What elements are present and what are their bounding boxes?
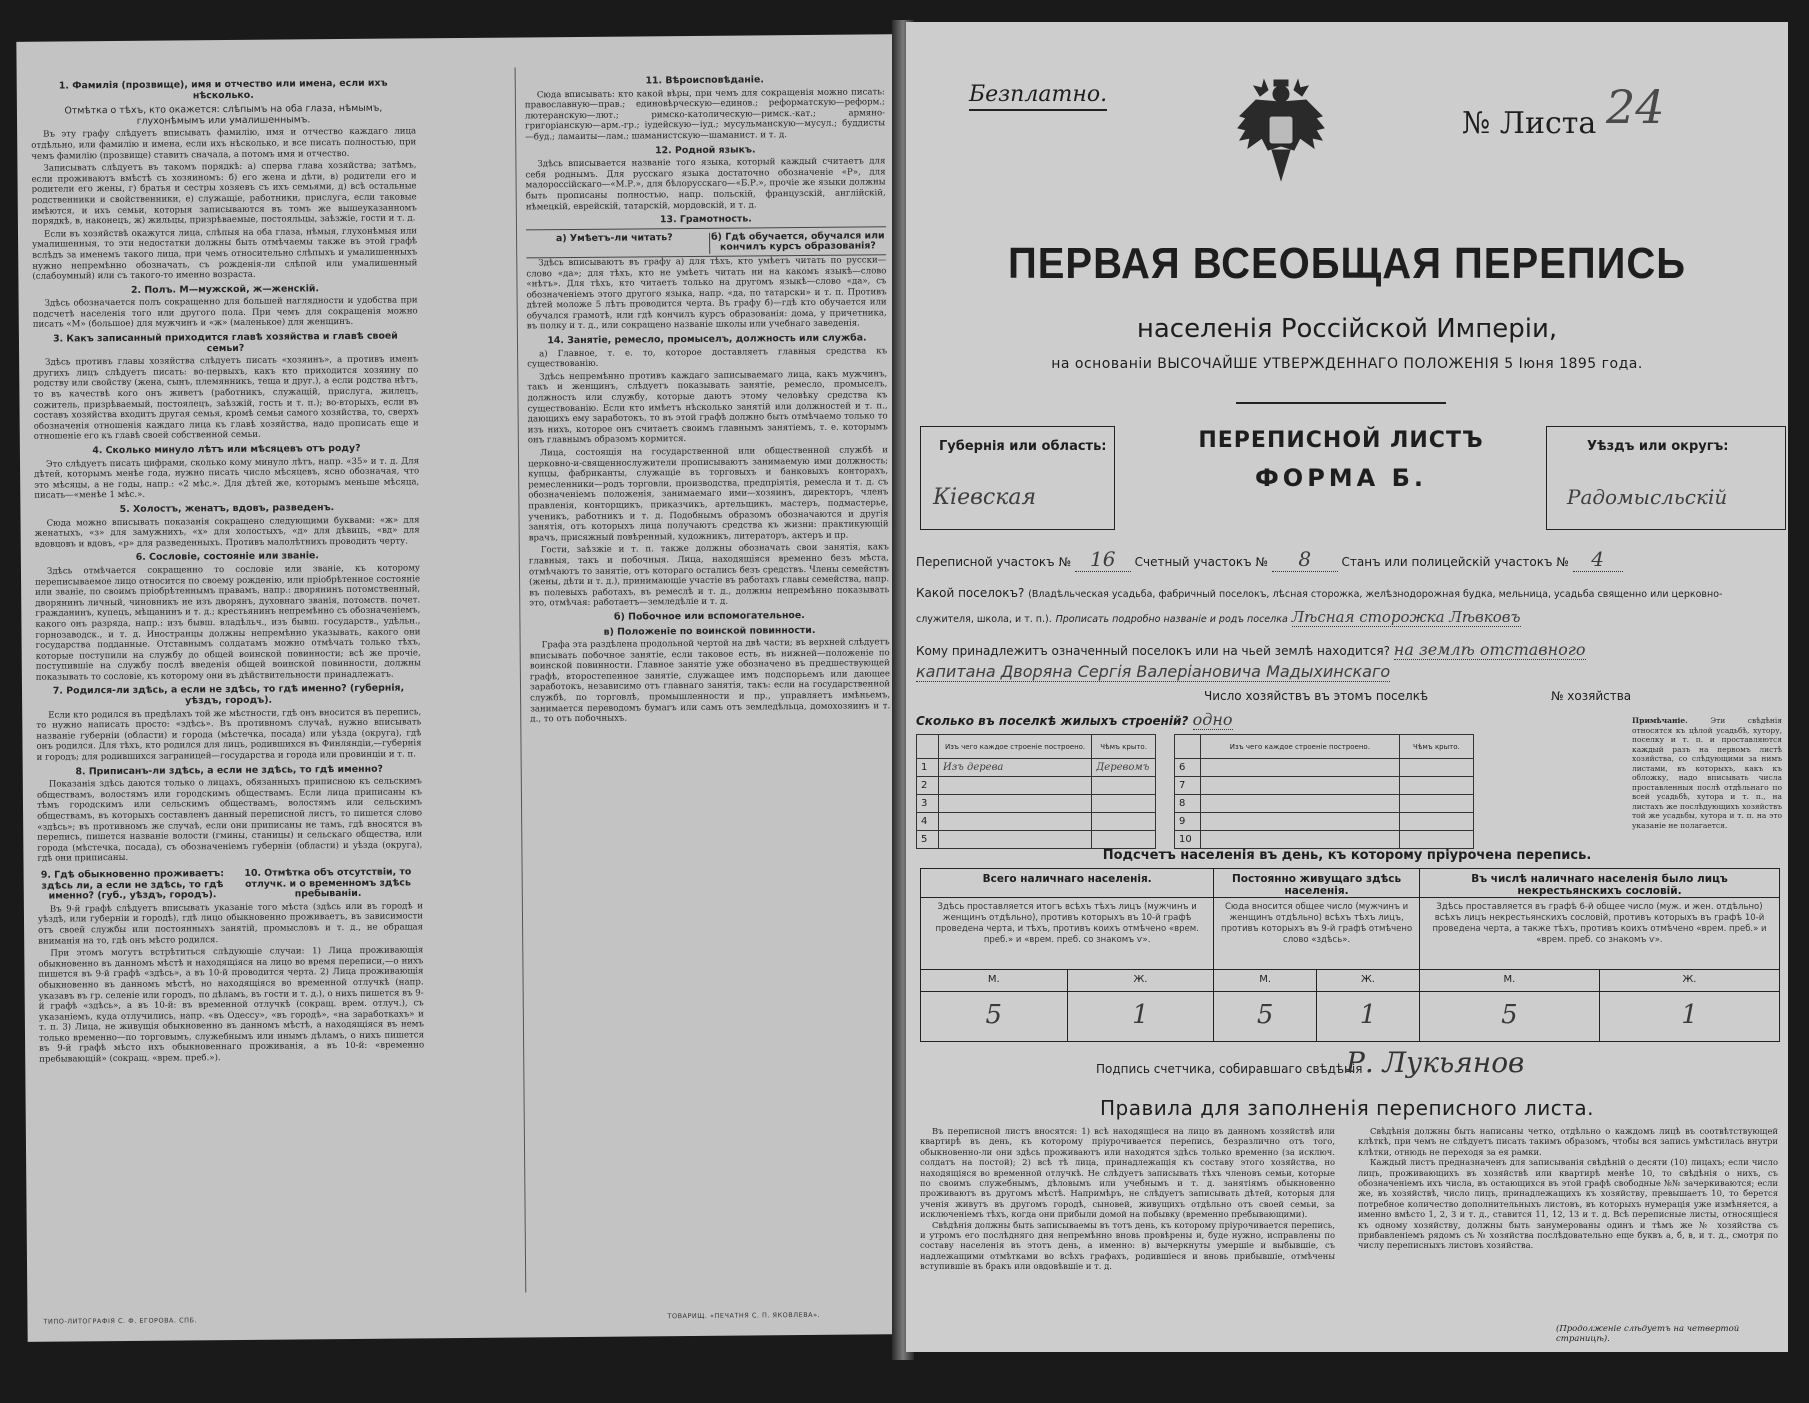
section-5-title: 5. Холостъ, женатъ, вдовъ, разведенъ. [119, 502, 335, 515]
section-3-text: Здѣсь противъ главы хозяйства слѣдуетъ писать «хозяинъ», а противъ именъ другихъ лицъ слѣдуетъ писать: во-первыхъ, какъ кто приходится хозяину по родству или свойству (жена, сынъ, племянникъ, теща и друг.), а если родства нѣтъ, то въ качествѣ кого онъ живетъ (работникъ, служащій, прислуга, жилецъ, сожитель, призрѣваемый, постоялецъ, заѣзжій, гость и т. п.); во-вторыхъ, если въ составъ хозяйства входитъ другая семья, кромѣ семьи самого хозяйства, то, сверхъ обозначенія отношенія каждаго лица къ главѣ хозяйства, надо прописать еще и отношеніе его къ главѣ своей собственной семьи. [33, 354, 419, 443]
section-8-title: 8. Приписанъ-ли здѣсь, а если не здѣсь, то гдѣ именно? [75, 763, 383, 778]
section-6-title: 6. Сословіе, состояніе или званіе. [135, 550, 320, 564]
total-present-header: Всего наличнаго населенія. [921, 869, 1214, 898]
settlement-description: (Владѣльческая усадьба, фабричный поселокъ, лѣсная сторожка, желѣзнодорожная будка, мельница, усадьба священно или церковно-служителя, школа, и т. п.). [916, 589, 1723, 625]
section-14b-title: б) Побочное или вспомогательное. [613, 609, 805, 623]
table-row: 8 [1175, 795, 1474, 813]
gubernia-value: Кіевская [933, 485, 1037, 510]
section-8-text: Показанія здѣсь даются только о лицахъ, обязанныхъ приписною къ сельскимъ обществамъ, волостямъ или городскимъ обществамъ. Если лица приписаны къ тѣмъ городскимъ или сельскимъ обществамъ, волостямъ или сельскимъ обществамъ, въ которыхъ составленъ данный переписной листъ, то пишется слово «здѣсь»; въ противномъ же случаѣ, если они приписаны не тамъ, гдѣ вносятся въ перепись, пишется названіе волости (гмины, станицы) и сельскаго общества, или города (мѣстечка, посада), съ обозначеніемъ губерніи (области) и уѣзда (округа), гдѣ они приписаны. [36, 776, 423, 865]
instructions-column-1 [31, 74, 427, 1282]
female-label: Ж. [1067, 970, 1214, 992]
male-label: М. [1419, 970, 1599, 992]
form-title: ПЕРЕПИСНОЙ ЛИСТЪ [1198, 428, 1484, 453]
note-text: Эти свѣдѣнія относятся къ цѣлой усадьбѣ, хутору, поселку и т. п. и проставляются каждый разъ на первомъ листѣ хозяйства, со слѣдующими за нимъ листами, въ которыхъ, какъ къ обложку, надо вписывать числа проставленныя послѣ отдѣльнаго по всей усадьбѣ, хутора и т. п., на листахъ же послѣдующихъ хозяйствъ той же усадьбы, хутора и т. п. на это указаніе не полагается. [1632, 716, 1782, 830]
section-14-text: Здѣсь непремѣнно противъ каждаго записываемаго лица, какъ мужчинъ, такъ и женщинъ, слѣдуетъ показывать занятіе, ремесло, промыселъ, должность или службу, которые даютъ этому человѣку средства къ существованію. Если кто имѣетъ нѣсколько занятій или должностей и т. п., дающихъ ему заработокъ, то въ этой графѣ должно быть отмѣчаемо только то изъ нихъ, которое онъ считаетъ своимъ главнымъ занятіемъ, т. е. которымъ онъ главнымъ образомъ кормится. [527, 369, 888, 446]
rules-text: Каждый листъ предназначенъ для записыванія свѣдѣній о десяти (10) лицахъ; если число лицъ, проживающихъ въ хозяйствѣ или квартирѣ менѣе 10, то свѣдѣнія о нихъ, съ обозначеніемъ ихъ числа, въ остающихся въ этой графѣ свободные №№ зачеркиваются; если же, въ хозяйствѣ, число лицъ, принадлежащихъ къ хозяйству, превышаетъ 10, то берется потребное количество дополнительныхъ листовъ, въ которыхъ нумерація уже измѣняется, а именно вмѣсто 1, 2, 3 и т. д., ставится 11, 12, 13 и т. д. Всѣ переписные листы, относящіеся къ одному хозяйству, должны быть занумерованы одинъ и тѣмъ же № хозяйства съ прибавленіемъ рядомъ съ № хозяйства послѣдовательно еще буквъ а, б, в, и т. д., смотря по числу переписныхъ листовъ хозяйства. [1358, 1157, 1778, 1251]
households-label: Число хозяйствъ въ этомъ поселкѣ [1204, 689, 1429, 703]
male-label: М. [921, 970, 1068, 992]
section-13b-title: б) Гдѣ обучается, обучался или кончилъ курсъ образованія? [709, 231, 887, 254]
sheet-number-label: № Листа [1462, 106, 1597, 141]
roof-column-header: Чѣмъ крыто. [1399, 735, 1473, 759]
section-1-text: Записывать слѣдуетъ въ такомъ порядкѣ: а) сперва глава хозяйства; затѣмъ, если проживаютъ вмѣстѣ съ хозяиномъ: б) его жена и дѣти, в) родители его и родители его жены, г) братья и сестры хозяевъ съ ихъ семьями, д) всѣ остальные родственники и свойственники, е) служащіе, работники, прислуга, если таковые имѣются, и ихъ семьи, которыя записываются въ томъ же вышеуказанномъ порядкѣ, в, наконецъ, ж) жильцы, призрѣваемые, постояльцы, заѣзжіе, гости и т. д. [31, 160, 417, 227]
gubernia-box [920, 426, 1115, 530]
sheet-number-value: 24 [1606, 80, 1665, 134]
section-1-title: 1. Фамилія (прозвище), имя и отчество или имена, если ихъ нѣсколько. [58, 77, 388, 101]
owner-value: на землѣ отставного [1393, 640, 1586, 659]
section-1-text: Если въ хозяйствѣ окажутся лица, слѣпыя на оба глаза, нѣмыя, глухонѣмыя или умалишенныя, то эти недостатки должны быть отмѣчаемы также въ этой графѣ вслѣдъ за именемъ такого лица, при чемъ относительно слѣпыхъ и умалишенныхъ нужно непремѣнно обозначать, съ рожденія-ли слѣпой или умалишенный (слабоумный) или съ такого-то именно возраста. [32, 226, 418, 282]
free-label: Безплатно. [969, 82, 1107, 111]
settlement-instruction: Прописать подробно названіе и родъ поселка [1055, 614, 1288, 625]
section-13-text: Здѣсь вписываютъ въ графу а) для тѣхъ, кто умѣетъ читать по русски—слово «да»; для тѣхъ, кто не умѣетъ читать ни на какомъ языкѣ—слово «нѣтъ». Для тѣхъ, кто читаетъ только на другомъ языкѣ—слово «да», съ обозначеніемъ этого другого языка, напр. «да, по татарски» и т. п. Противъ дѣтей моложе 5 лѣтъ проводится черта. Въ графу б)—гдѣ кто обучается или обучался грамотѣ, или гдѣ кончилъ курсъ образованія: дома, у причетника, въ полку и т. д., или сокращено названіе школы или учебнаго заведенія. [526, 255, 887, 332]
instructions-column-2 [525, 70, 896, 1278]
section-4-text: Это слѣдуетъ писать цифрами, сколько кому минуло лѣтъ, напр. «35» и т. д. Для дѣтей, которымъ менѣе года, нужно писать число мѣсяцевъ, ясно обозначая, что это мѣсяцы, а не годы, напр.: «2 мѣс.». Для дѣтей же, которымъ меньше мѣсяца, писать—«менѣе 1 мѣс.». [34, 455, 420, 502]
non-peasant-header: Въ числѣ наличнаго населенія было лицъ некрестьянскихъ сословій. [1419, 869, 1779, 898]
section-11-text: Сюда вписывать: кто какой вѣры, при чемъ для сокращенія можно писать: православную—прав.; единовѣрческую—единов.; реформатскую—реформ.; лютеранскую—лют.; римско-католическую—римск.-кат.; армяно-григоріанскую—арм.-гр.; іудейскую—іуд.; мусульманскую—мусул.; буддисты—буд.; ламаиты—лам.; шаманистскую—шаманист. и т. д. [524, 86, 886, 143]
precinct-label: Переписной участокъ № [916, 555, 1071, 569]
census-title: ПЕРВАЯ ВСЕОБЩАЯ ПЕРЕПИСЬ [1008, 240, 1686, 288]
section-13-title: 13. Грамотность. [659, 213, 752, 226]
buildings-label: Сколько въ поселкѣ жилыхъ строеній? [916, 714, 1189, 728]
uezd-value: Радомысльскій [1567, 485, 1728, 509]
rules-title: Правила для заполненія переписного листа. [1100, 1096, 1594, 1120]
gubernia-label: Губернія или область: [939, 439, 1107, 454]
buildings-table-left [916, 734, 1156, 849]
buildings-note [1632, 716, 1782, 830]
rules-text: Свѣдѣнія должны быть записываемы въ тотъ день, къ которому пріурочивается перепись, и утромъ его послѣдняго дня непремѣнно вновь провѣрены и, буде нужно, исправлены по составу населенія въ этотъ день, а именно: в) вычеркнуты умершіе и выбывшіе, съ надлежащими отмѣтками во всѣхъ графахъ, родившіеся и вновь прибывшіе, отмѣчены вступившіе въ бракъ или овдовѣвшіе и т. д. [920, 1219, 1335, 1272]
counting-district-label: Счетный участокъ № [1134, 555, 1268, 569]
section-14-text: Гости, заѣзжіе и т. п. также должны обозначать свои занятія, какъ главныя, такъ и побочныя. Лица, находящіяся временно безъ мѣста, отмѣчаютъ то занятіе, отъ котораго остались безъ средствъ. Члены семействъ (жены, дѣти и т. д.), принимающіе участіе въ работахъ главы семейства, напр. въ полевыхъ работахъ, въ ремеслѣ и т. д., должны непремѣнно показывать это, отмѣчая: работаетъ—земледѣліе и т. д. [528, 542, 890, 609]
buildings-value: одно [1192, 710, 1233, 729]
buildings-line [916, 710, 1233, 729]
owner-label: Кому принадлежитъ означенный поселокъ или на чьей землѣ находится? [916, 644, 1390, 658]
settlement-value: Лѣсная сторожка Лѣвковъ [1291, 608, 1521, 626]
non-peasant-male-value: 5 [1419, 992, 1599, 1042]
printer-footnote: ТИПО-ЛИТОГРАФІЯ С. Ф. ЕГОРОВА. СПБ. [43, 1316, 198, 1326]
table-row: 6 [1175, 759, 1474, 777]
column-divider [515, 68, 527, 1293]
owner-line [916, 640, 1586, 659]
total-present-male-value: 5 [921, 992, 1068, 1042]
rules-text: Свѣдѣнія должны быть написаны четко, отдѣльно о каждомъ лицѣ въ соотвѣтствующей клѣткѣ, при чемъ не слѣдуетъ писать такимъ образомъ, чтобы вся запись умѣстилась внутри клѣтки, отнюдь не переходя за ея рамки. [1358, 1126, 1778, 1157]
table-row: 9 [1175, 813, 1474, 831]
building-material-value: Изъ дерева [939, 759, 1092, 777]
section-12-title: 12. Родной языкъ. [655, 143, 756, 156]
section-2-text: Здѣсь обозначается полъ сокращенно для большей наглядности и удобства при подсчетѣ населенія того или другого пола. При чемъ для сокращенія можно писать «М» (большое) для мужчинъ и «ж» (маленькое) для женщинъ. [32, 295, 418, 331]
printer-footnote: ТОВАРИЩ. «ПЕЧАТНЯ С. П. ЯКОВЛЕВА». [667, 1310, 821, 1321]
rules-column-1 [920, 1126, 1335, 1322]
section-3-title: 3. Какъ записанный приходится главѣ хозяйства и главѣ своей семьи? [53, 330, 398, 354]
permanent-residents-header: Постоянно живущаго здѣсь населенія. [1214, 869, 1420, 898]
section-13a-title: а) Умѣетъ-ли читать? [555, 231, 673, 244]
table-row: 10 [1175, 831, 1474, 849]
material-column-header: Изъ чего каждое строеніе построено. [939, 735, 1092, 759]
uezd-box [1546, 426, 1786, 530]
total-present-description: Здѣсь проставляется итогъ всѣхъ тѣхъ лицъ (мужчинъ и женщинъ отдѣльно), противъ которыхъ въ 10-й графѣ проведена черта, и тѣхъ, противъ коихъ отмѣчено «врем. преб.» и «врем. преб. со знакомъ ѵ». [921, 898, 1214, 970]
precinct-line [916, 547, 1623, 572]
enumerator-signature: Р. Лукьянов [1346, 1046, 1525, 1079]
census-subtitle: населенія Россійской Имперіи, [1136, 314, 1558, 344]
section-7-title: 7. Родился-ли здѣсь, а если не здѣсь, то гдѣ именно? (губернія, уѣздъ, городъ). [52, 682, 405, 707]
household-number-label: № хозяйства [1551, 689, 1632, 703]
section-1-subtitle: Отмѣтка о тѣхъ, кто окажется: слѣпымъ на оба глаза, нѣмымъ, глухонѣмымъ или умалишеннымъ. [64, 102, 383, 127]
right-page-census-form [906, 22, 1788, 1352]
population-count-title: Подсчетъ населенія въ день, къ которому пріурочена перепись. [1102, 848, 1592, 863]
form-letter: ФОРМА Б. [1254, 464, 1427, 492]
counting-district-value: 8 [1272, 547, 1338, 572]
building-roof-value: Деревомъ [1092, 759, 1156, 777]
rules-column-2 [1358, 1126, 1778, 1322]
female-label: Ж. [1599, 970, 1779, 992]
imperial-eagle-crest-icon [1236, 76, 1326, 188]
table-row: 3 [917, 795, 1156, 813]
police-district-value: 4 [1573, 547, 1623, 572]
section-4-title: 4. Сколько минуло лѣтъ или мѣсяцевъ отъ роду? [92, 442, 361, 457]
non-peasant-female-value: 1 [1599, 992, 1779, 1042]
material-column-header: Изъ чего каждое строеніе построено. [1201, 735, 1400, 759]
section-14-title: 14. Занятіе, ремесло, промыселъ, должность или служба. [547, 332, 867, 347]
section-9-text: Въ 9-й графѣ слѣдуетъ вписывать указаніе того мѣста (здѣсь или въ городѣ и уѣздѣ, или губерніи и городѣ), гдѣ лицо обыкновенно проживаетъ, въ зависимости отъ своей службы или постоянныхъ занятій, промысловъ и т. д., не обращая вниманія на то, гдѣ онъ мѣсто родился. [37, 901, 424, 947]
permanent-male-value: 5 [1214, 992, 1317, 1042]
male-label: М. [1214, 970, 1317, 992]
section-12-text: Здѣсь вписывается названіе того языка, который каждый считаетъ для себя роднымъ. Для русскаго языка достаточно обозначеніе «Р», для малороссійскаго—«М.Р.», для бѣлорусскаго—«Б.Р.», прочіе же языки должны быть прописаны полностью, напр. польскій, французскій, англійскій, нѣмецкій, еврейскій, татарскій, мордовскій, и т. д. [525, 156, 886, 212]
section-2-title: 2. Полъ. М—мужской, ж—женскій. [130, 282, 320, 296]
section-9-title: 9. Гдѣ обыкновенно проживаетъ: здѣсь ли, а если не здѣсь, то гдѣ именно? (губ., уѣздъ, городъ). [40, 868, 224, 902]
continuation-note: (Продолженіе слѣдуетъ на четвертой страницѣ). [1556, 1324, 1740, 1344]
permanent-female-value: 1 [1317, 992, 1420, 1042]
owner-value-continued: капитана Дворяна Сергія Валеріановича Мадыхинскаго [916, 662, 1391, 681]
total-present-female-value: 1 [1067, 992, 1214, 1042]
signature-label: Подпись счетчика, собиравшаго свѣдѣнія [1096, 1062, 1363, 1076]
section-5-text: Сюда можно вписывать показанія сокращено следующими буквами: «ж» для женатыхъ, «з» для замужнихъ, «х» для холостыхъ, «д» для дѣвицъ, «вд» для вдовцовъ и вдовъ, «р» для разведенныхъ. Противъ малолѣтнихъ проводить черту. [34, 514, 420, 550]
title-divider [1236, 402, 1446, 404]
section-9-text: При этомъ могутъ встрѣтиться слѣдующіе случаи: 1) Лица проживающія обыкновенно въ данномъ мѣстѣ и находящіяся на лицо во время переписи,—о нихъ пишется въ 9-й графѣ «здѣсь», а въ 10-й проводится черта. 2) Лица проживающія обыкновенно въ данномъ мѣстѣ, но находящіяся во временной отлучкѣ (напр. указавъ въ гр. селеніе или городъ, по дѣламъ, въ гости и т. д.), о нихъ пишется въ 9-й графѣ «здѣсь», а въ 10-й: въ временной отлучкѣ (сокращ. врем. отлуч.), съ указаніемъ, куда отлучились, напр. «въ Одессу», «въ городѣ», «на заработкахъ» и т. п. 3) Лица, не живущія обыкновенно въ данномъ мѣстѣ, а находящіяся въ немъ только временно—по торговымъ, служебнымъ или инымъ дѣламъ, о нихъ пишется въ 9-й графѣ мѣсто ихъ обыкновеннаго проживанія, а въ 10-й: «временно пребывающій» (сокращ. «врем. преб.»). [38, 945, 425, 1065]
section-14-text: Лица, состоящія на государственной или общественной службѣ и церковно-и-священнослужители прописываютъ занимаемую ими должность; купцы, фабриканты, служащіе въ торговыхъ и банковыхъ конторахъ, ремесленники—родъ торговли, производства, предпріятія, ремесла и т. д. съ обозначеніемъ положенія, занимаемаго ими—хозяинъ, директоръ, членъ правленія, конторщикъ, приказчикъ, артельщикъ, мастеръ, подмастерье, ученикъ, работникъ и т. д. Подобнымъ образомъ обозначаются и другія занятія, отъ которыхъ лица получаютъ средства къ жизни: практикующій врачъ, присяжный повѣренный, художникъ, литераторъ, актеръ и пр. [528, 445, 889, 544]
female-label: Ж. [1317, 970, 1420, 992]
note-title: Примѣчаніе. [1632, 716, 1688, 725]
section-1-text: Въ эту графу слѣдуетъ вписывать фамилію, имя и отчество каждаго лица отдѣльно, или фамилію и имена, если ихъ нѣсколько, и все писать полностью, при чемъ фамилію (прозвище) ставить сначала, а потомъ имя и отчество. [31, 126, 417, 162]
rules-text: Въ переписной листъ вносятся: 1) всѣ находящіеся на лицо въ данномъ хозяйствѣ или квартирѣ въ день, къ которому пріурочивается перепись, безразлично отъ того, обыкновенно-ли они здѣсь проживаютъ или находятся здѣсь только временно (за исключ. солдатъ на постой); 2) всѣ тѣ лица, принадлежащія къ составу этого хозяйства, но находящіяся во временной отлучкѣ. Не слѣдуетъ записывать тѣхъ членовъ семьи, которые по своимъ служебнымъ, дѣловымъ или учебнымъ и т. д. занятіямъ обыкновенно проживаютъ въ другомъ мѣстѣ. Напримѣръ, не слѣдуетъ записывать дѣтей, которыя для ученія живутъ въ другомъ городѣ, сыновей, живущихъ отдѣльно отъ своей семьи, за исключеніемъ тѣхъ, когда они прибыли домой на побывку (временно пребывающими). [920, 1126, 1335, 1220]
section-14v-title: в) Положеніе по воинской повинности. [603, 624, 816, 638]
section-7-text: Если кто родился въ предѣлахъ той же мѣстности, гдѣ онъ вносится въ перепись, то нужно написать просто: «здѣсь». Въ противномъ случаѣ, нужно вписывать названіе губерніи (области) и города (мѣстечка, посада) или уѣзда (округа), гдѣ онъ родился. Для тѣхъ, кто родился для лицъ, родившихся въ Финляндіи,—губернія и городъ; для родившихся заграницей—государства и города или провинціи и т. п. [36, 707, 422, 763]
section-10-title: 10. Отмѣтка объ отсутствіи, то отлучк. и о временномъ здѣсь пребываніи. [244, 866, 412, 900]
section-14-text: Графа эта раздѣлена продольной чертой на двѣ части; въ верхней слѣдуетъ вписывать побочное занятіе, если таковое есть, въ нижней—положеніе по воинской повинности. Главное занятіе уже обозначено въ предшествующей графѣ, второстепенное занятіе, служащее имъ подспорьемъ или дающее заработокъ, независимо отъ главнаго занятія, такъ: если на государственной службѣ, по торговлѣ, промышленности и пр., управляетъ имѣньемъ, занимается переводомъ бумагъ или самъ отъ земледѣльца, домохозяинъ и т. д., то отъ побочныхъ. [529, 637, 891, 725]
uezd-label: Уѣздъ или округъ: [1587, 439, 1729, 454]
table-row: 7 [1175, 777, 1474, 795]
non-peasant-description: Здѣсь проставляется въ графѣ 6-й общее число (муж. и жен. отдѣльно) всѣхъ лицъ некрестьянскихъ сословій, противъ которыхъ въ графѣ 10-й проведена черта, а также тѣхъ, противъ коихъ отмѣчено «врем. преб.» и «врем. преб. со знакомъ ѵ». [1419, 898, 1779, 970]
table-row: 4 [917, 813, 1156, 831]
table-row: 2 [917, 777, 1156, 795]
section-14a-title: а) Главное, т. е. то, которое доставляетъ главныя средства къ существованію. [527, 345, 888, 370]
precinct-value: 16 [1075, 547, 1131, 572]
settlement-line [916, 582, 1778, 631]
section-6-text: Здѣсь отмѣчается сокращенно то сословіе или званіе, къ которому переписываемое лицо относится по своему рожденію, или пріобрѣтенное состояніе или званіе, по своимъ пріобрѣтеннымъ правамъ, напр.: дворянинъ потомственный, дворянинъ личный, чиновникъ не изъ дворянъ, духовнаго званія, потомств. почет. гражданинъ, купецъ, мѣщанинъ и т. д.; крестьянинъ непремѣнно съ обозначеніемъ, какого онъ разряда, напр.: изъ бывш. владѣльч., изъ бывш. государств., удѣльн., горнозаводск., и т. д. Иностранцы должны непремѣнно указывать, какого они государства подданные. Отставнымъ солдатамъ можно отмѣчать только тѣхъ, которые поступили на службу до общей воинской повинности; всѣ же прочіе, поступившіе на службу послѣ введенія общей воинской повинности, должны показывать то сословіе, къ которому они въ дѣйствительности принадлежатъ. [35, 563, 421, 683]
table-row: 1 Изъ дерева Деревомъ [917, 759, 1156, 777]
buildings-table-right [1174, 734, 1474, 849]
permanent-residents-description: Сюда вносится общее число (мужчинъ и женщинъ отдѣльно) всѣхъ тѣхъ лицъ, противъ которыхъ въ 9-й графѣ отмѣчено слово «здѣсь». [1214, 898, 1420, 970]
settlement-label: Какой поселокъ? [916, 586, 1025, 600]
left-page-instructions [16, 34, 907, 1342]
table-row: 5 [917, 831, 1156, 849]
section-11-title: 11. Вѣроисповѣданіе. [645, 74, 764, 87]
roof-column-header: Чѣмъ крыто. [1092, 735, 1156, 759]
census-legal-basis: на основаніи ВЫСОЧАЙШЕ УТВЕРЖДЕННАГО ПОЛОЖЕНІЯ 5 Іюня 1895 года. [1051, 356, 1643, 372]
police-district-label: Станъ или полицейскій участокъ № [1341, 555, 1569, 569]
population-count-table [920, 868, 1780, 1042]
